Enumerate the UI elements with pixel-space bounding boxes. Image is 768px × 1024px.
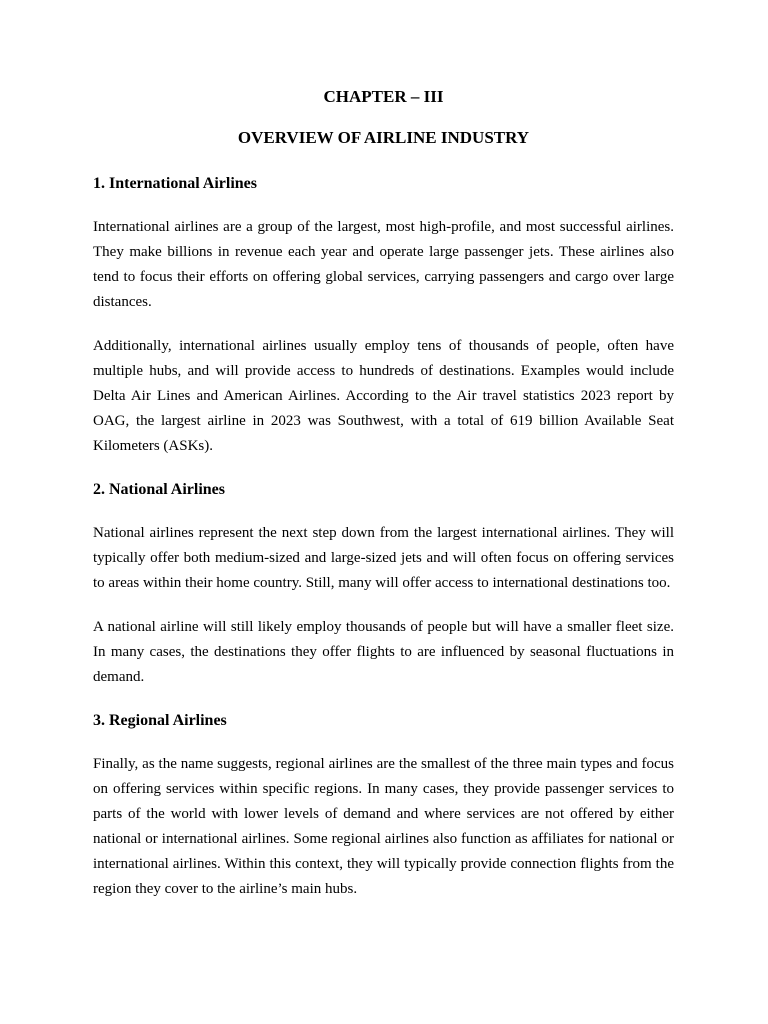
section-heading: 2. National Airlines	[93, 481, 226, 498]
paragraph: National airlines represent the next step down from the largest international airlines. They will typically offer both medium-sized and large-sized jets and will often focus on offering services to areas within their home country. Still, many will offer access to international destinations too.	[93, 525, 674, 591]
paragraph: Additionally, international airlines usually employ tens of thousands of people, often have multiple hubs, and will provide access to hundreds of destinations. Examples would include Delta Air Lines and American Airlines. According to the Air travel statistics 2023 report by OAG, the largest airline in 2023 was Southwest, with a total of 619 billion Available Seat Kilometers (ASKs).	[93, 338, 674, 454]
section-heading: 1. International Airlines	[93, 175, 258, 192]
document-page	[93, 86, 674, 902]
paragraph: International airlines are a group of the largest, most high-profile, and most successful airlines. They make billions in revenue each year and operate large passenger jets. These airlines also tend to focus their efforts on offering global services, carrying passengers and cargo over large distances.	[93, 219, 674, 310]
section-national-airlines	[93, 479, 674, 690]
paragraph: A national airline will still likely employ thousands of people but will have a smaller fleet size. In many cases, the destinations they offer flights to are influenced by seasonal fluctuations in demand.	[93, 619, 674, 685]
chapter-label: CHAPTER – III	[323, 87, 444, 106]
section-regional-airlines	[93, 710, 674, 902]
section-international-airlines	[93, 173, 674, 459]
paragraph: Finally, as the name suggests, regional airlines are the smallest of the three main types and focus on offering services within specific regions. In many cases, they provide passenger services to parts of the world with lower levels of demand and where services are not offered by either national or international airlines. Some regional airlines also function as affiliates for national or international airlines. Within this context, they will typically provide connection flights from the region they cover to the airline’s main hubs.	[93, 756, 674, 897]
section-heading: 3. Regional Airlines	[93, 712, 227, 729]
document-title: OVERVIEW OF AIRLINE INDUSTRY	[237, 128, 530, 147]
